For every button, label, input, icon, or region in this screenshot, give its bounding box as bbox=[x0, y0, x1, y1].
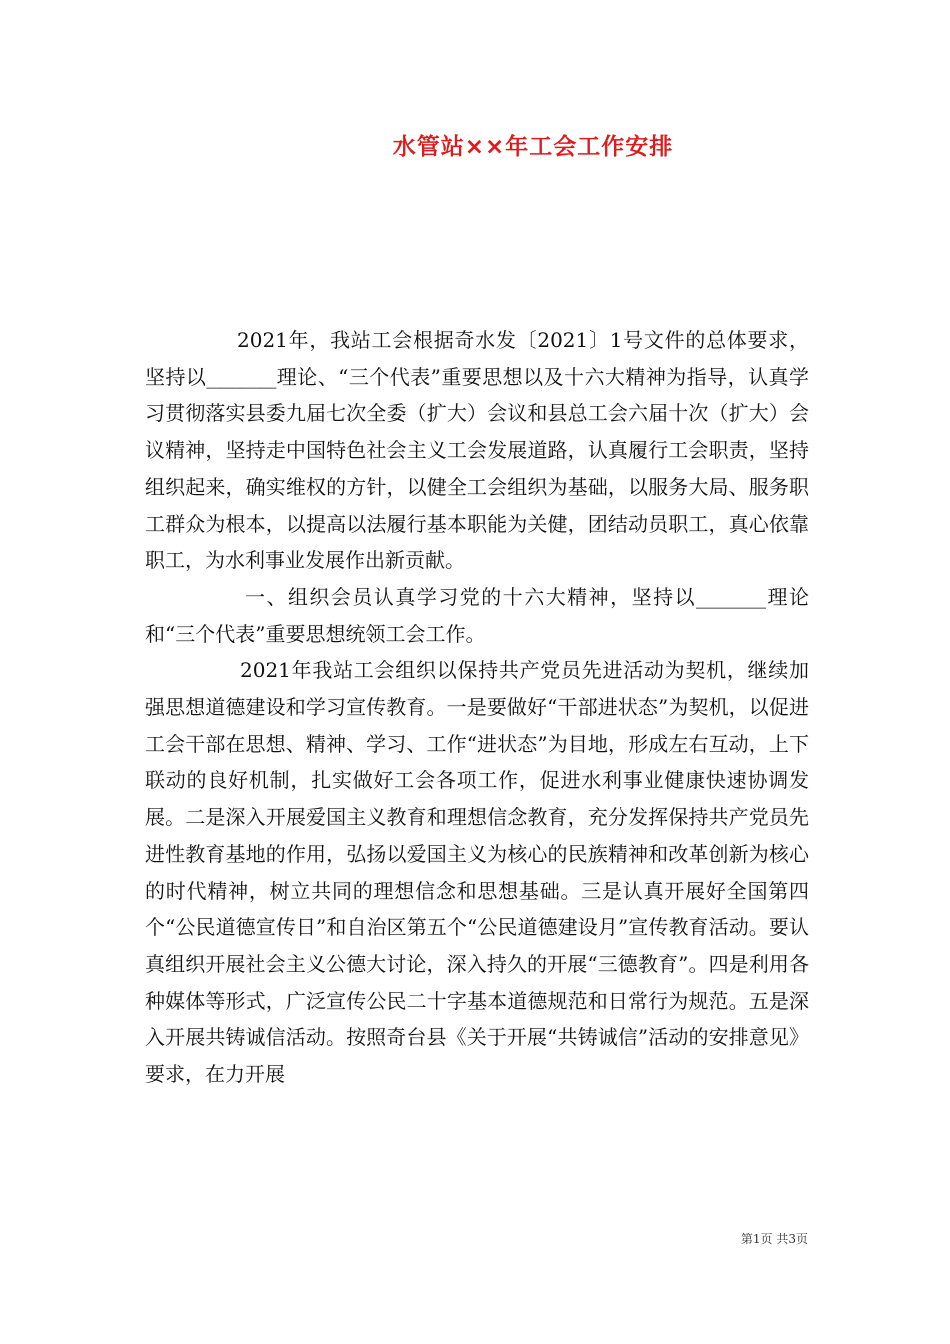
paragraph-section-heading: 一、组织会员认真学习党的十六大精神，坚持以_______理论和“三个代表”重要思想统领工会工作。 bbox=[145, 584, 809, 646]
paragraph-section-body: 2021年我站工会组织以保持共产党员先进活动为契机，继续加强思想道德建设和学习宣传教育。一是要做好“干部进状态”为契机，以促进工会干部在思想、精神、学习、工作“进状态”为目地，形成左右互动，上下联动的良好机制，扎实做好工会各项工作，促进水利事业健康快速协调发展。二是深入开展爱国主义教育和理想信念教育，充分发挥保持共产党员先进性教育基地的作用，弘扬以爱国主义为核心的民族精神和改革创新为核心的时代精神，树立共同的理想信念和思想基础。三是认真开展好全国第四个“公民道德宣传日”和自治区第五个“公民道德建设月”宣传教育活动。要认真组织开展社会主义公德大讨论，深入持久的开展“三德教育”。四是利用各种媒体等形式，广泛宣传公民二十字基本道德规范和日常行为规范。五是深入开展共铸诚信活动。按照奇台县《关于开展“共铸诚信”活动的安排意见》要求，在力开展 bbox=[145, 658, 809, 1087]
document-title: 水管站××年工会工作安排 bbox=[392, 134, 674, 160]
page-number-footer: 第1页 共3页 bbox=[740, 1232, 808, 1246]
document-body bbox=[145, 322, 809, 1093]
paragraph-intro: 2021年，我站工会根据奇水发〔2021〕1号文件的总体要求，坚持以_______理论、“三个代表”重要思想以及十六大精神为指导，认真学习贯彻落实县委九届七次全委（扩大）会议和县总工会六届十次（扩大）会议精神，坚持走中国特色社会主义工会发展道路，认真履行工会职责，坚持组织起来，确实维权的方针，以健全工会组织为基础，以服务大局、服务职工群众为根本，以提高以法履行基本职能为关健，团结动员职工，真心依靠职工，为水利事业发展作出新贡献。 bbox=[145, 328, 809, 573]
